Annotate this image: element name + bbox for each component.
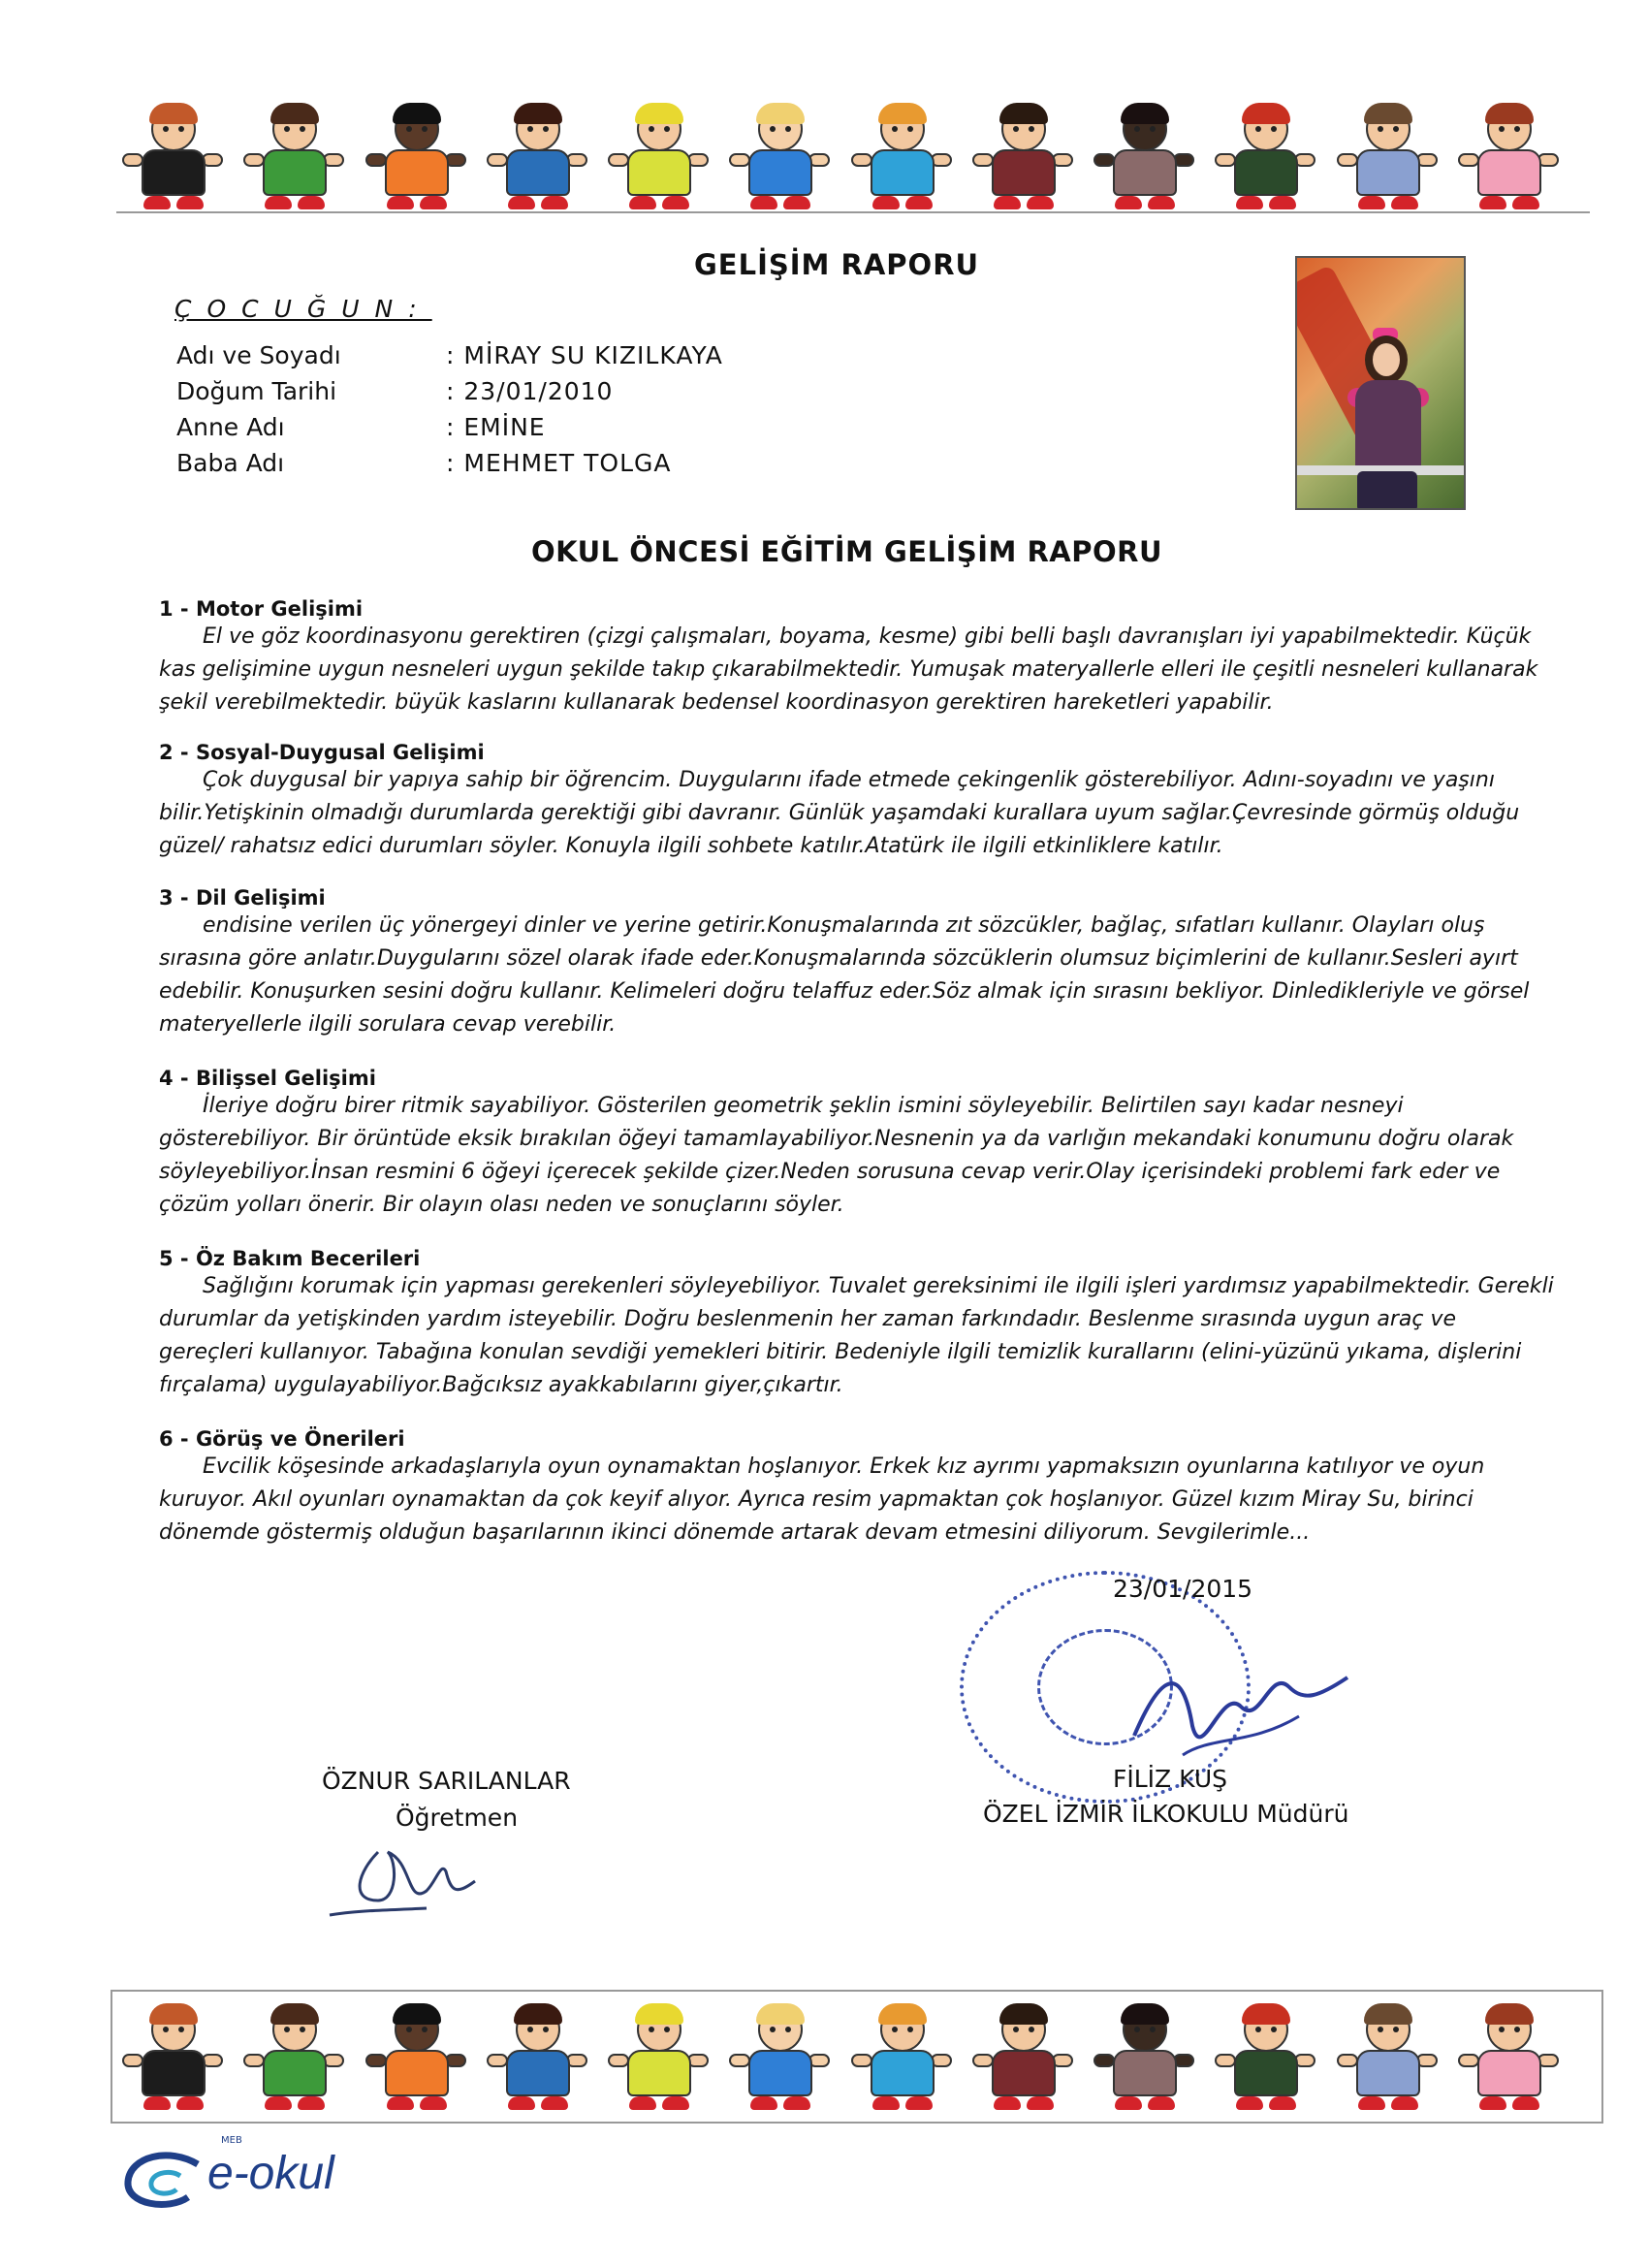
kid-arm (365, 2054, 387, 2067)
teacher-signature (320, 1823, 514, 1930)
eokul-swirl-icon (120, 2147, 207, 2215)
kid-foot (1358, 196, 1385, 209)
kid-body (1113, 2050, 1177, 2096)
kid-hair (1364, 2003, 1412, 2025)
kid-arm (1337, 153, 1358, 167)
kid-foot (905, 196, 933, 209)
kid-arm (1215, 2054, 1236, 2067)
kid-figure-icon (371, 2001, 460, 2116)
kid-hair (999, 2003, 1048, 2025)
child-heading: ÇOCUĞUN: (174, 295, 432, 323)
kid-figure-icon (857, 101, 946, 215)
kid-foot (420, 2096, 447, 2110)
kid-foot (387, 2096, 414, 2110)
kid-eye (1378, 2027, 1383, 2032)
photo-girl-legs (1357, 471, 1417, 510)
kid-eye (907, 2027, 913, 2032)
kid-figure-icon (249, 2001, 338, 2116)
kid-foot (662, 196, 689, 209)
kid-eye (892, 126, 898, 132)
kid-arm (243, 2054, 265, 2067)
section-4 (159, 1067, 1555, 1222)
kid-figure-icon (614, 2001, 703, 2116)
section-body: Çok duygusal bir yapıya sahip bir öğrencim. Duygularını ifade etmede çekingenlik gösterebiliyor. Adını-soyadını ve yaşını bilir.Yetişkinin olmadığı durumlarda gerektiği gibi davranır. Günlük yaşamdaki kurallara uyum sağlar.Çevresinde görmüş olduğu güzel/ rahatsız edici durumları söyler. Konuyla ilgili sohbete katılır.Atatürk ile ilgili etkinliklere katılır. (159, 768, 1520, 858)
child-info-row (176, 341, 723, 377)
kid-foot (143, 196, 171, 209)
kid-arm (729, 2054, 750, 2067)
kid-foot (1479, 196, 1506, 209)
kid-figure-icon (735, 101, 824, 215)
kid-arm (1093, 153, 1115, 167)
section-body: El ve göz koordinasyonu gerektiren (çizgi çalışmaları, boyama, kesme) gibi belli başlı davranışları iyi yapabilmektedir. Küçük kas gelişimine uygun nesneleri uygun şekilde takıp çıkarabilmektedir. Yumuşak materyallerle elleri ile çeşitli nesneleri kullanarak şekil verebilmektedir. büyük kaslarını kullanarak bedensel koordinasyon gerektiren hareketleri yapabilir. (159, 624, 1538, 715)
top-kids-border (128, 101, 1553, 215)
section-heading: 6 - Görüş ve Önerileri (159, 1427, 405, 1451)
report-subtitle: OKUL ÖNCESİ EĞİTİM GELİŞİM RAPORU (531, 535, 1163, 568)
child-info-value: : EMİNE (446, 413, 546, 441)
kid-arm (608, 2054, 629, 2067)
kid-body (506, 2050, 570, 2096)
kid-foot (387, 196, 414, 209)
kid-foot (176, 2096, 204, 2110)
kid-body (263, 2050, 327, 2096)
kid-body (992, 149, 1056, 196)
kid-foot (905, 2096, 933, 2110)
section-5 (159, 1247, 1555, 1402)
kid-body (385, 149, 449, 196)
kid-eye (1393, 126, 1399, 132)
kid-hair (635, 2003, 683, 2025)
kid-hair (393, 2003, 441, 2025)
kid-body (1234, 2050, 1298, 2096)
section-2 (159, 741, 1555, 863)
child-info-row (176, 377, 723, 413)
kid-eye (1514, 2027, 1520, 2032)
kid-figure-icon (735, 2001, 824, 2116)
kid-foot (298, 2096, 325, 2110)
kid-foot (176, 196, 204, 209)
kid-eye (163, 2027, 169, 2032)
kid-eye (1013, 2027, 1019, 2032)
kid-arm (1458, 2054, 1479, 2067)
kid-foot (629, 2096, 656, 2110)
child-info-label: Adı ve Soyadı (176, 341, 341, 369)
child-info-row (176, 413, 723, 449)
kid-figure-icon (492, 101, 582, 215)
kid-hair (149, 103, 198, 124)
section-heading: 1 - Motor Gelişimi (159, 597, 364, 621)
kid-foot (508, 196, 535, 209)
kid-arm (851, 153, 872, 167)
section-body: endisine verilen üç yönergeyi dinler ve yerine getirir.Konuşmalarında zıt sözcükler, bağlaç, sıfatları kullanır. Olayları oluş sırasına göre anlatır.Duygularını sözel olarak ifade eder.Konuşmalarında sözcüklerin olumsuz biçimlerini de kullanır.Sesleri ayırt edebilir. Konuşurken sesini doğru kullanır. Kelimeleri doğru telaffuz eder.Söz almak için sırasını bekliyor. Dinledikleriyle ve görsel materyellerle ilgili sorulara cevap verebilir. (159, 913, 1530, 1037)
kid-figure-icon (1099, 101, 1188, 215)
kid-foot (1236, 196, 1263, 209)
kid-arm (1337, 2054, 1358, 2067)
child-info-value: : MEHMET TOLGA (446, 449, 672, 477)
section-body: Evcilik köşesinde arkadaşlarıyla oyun oynamaktan hoşlanıyor. Erkek kız ayrımı yapmaksızın oyunlarına katılıyor ve oyun kuruyor. Akıl oyunları oynamaktan da çok keyif alıyor. Ayrıca resim yapmaktan çok hoşlanıyor. Güzel kızım Miray Su, birinci dönemde göstermiş olduğun başarılarının ikinci dönemde artarak devam etmesini diliyorum. Sevgilerimle... (159, 1454, 1485, 1545)
kid-eye (1029, 2027, 1034, 2032)
kid-foot (872, 2096, 900, 2110)
kid-hair (1121, 103, 1169, 124)
kid-eye (1514, 126, 1520, 132)
kid-arm (1215, 153, 1236, 167)
kid-hair (149, 2003, 198, 2025)
kid-body (1113, 149, 1177, 196)
kid-hair (635, 103, 683, 124)
section-6 (159, 1427, 1555, 1549)
section-heading: 2 - Sosyal-Duygusal Gelişimi (159, 741, 485, 764)
kid-hair (514, 2003, 562, 2025)
section-3 (159, 886, 1555, 1041)
kid-figure-icon (1343, 2001, 1432, 2116)
kid-foot (994, 2096, 1021, 2110)
kid-figure-icon (1464, 2001, 1553, 2116)
kid-eye (178, 126, 184, 132)
kid-eye (178, 2027, 184, 2032)
kid-foot (1512, 196, 1539, 209)
child-photo (1295, 256, 1466, 510)
kid-arm (243, 153, 265, 167)
kid-arm (487, 153, 508, 167)
child-info-label: Anne Adı (176, 413, 285, 441)
kid-hair (1485, 2003, 1534, 2025)
kid-body (1234, 149, 1298, 196)
kid-eye (543, 126, 549, 132)
kid-arm (122, 2054, 143, 2067)
kid-figure-icon (1099, 2001, 1188, 2116)
kid-body (1356, 2050, 1420, 2096)
kid-foot (662, 2096, 689, 2110)
kid-figure-icon (1343, 101, 1432, 215)
kid-foot (1115, 2096, 1142, 2110)
kid-foot (1236, 2096, 1263, 2110)
principal-title: ÖZEL İZMİR İLKOKULU Müdürü (983, 1800, 1349, 1828)
kid-arm (608, 153, 629, 167)
kid-figure-icon (249, 101, 338, 215)
child-info-label: Baba Adı (176, 449, 285, 477)
kid-figure-icon (371, 101, 460, 215)
kid-hair (756, 103, 805, 124)
bottom-kids-border (128, 2001, 1553, 2116)
kid-foot (783, 196, 810, 209)
kid-body (506, 149, 570, 196)
kid-body (871, 2050, 935, 2096)
kid-figure-icon (1464, 101, 1553, 215)
kid-hair (756, 2003, 805, 2025)
kid-arm (851, 2054, 872, 2067)
kid-eye (406, 2027, 412, 2032)
kid-foot (994, 196, 1021, 209)
kid-body (992, 2050, 1056, 2096)
eokul-logo (120, 2133, 372, 2220)
bottom-border-frame-right (1601, 1990, 1603, 2124)
kid-body (627, 2050, 691, 2096)
kid-hair (1242, 103, 1290, 124)
kid-arm (487, 2054, 508, 2067)
principal-signature (1125, 1648, 1357, 1774)
kid-body (1477, 2050, 1541, 2096)
kid-figure-icon (978, 101, 1067, 215)
kid-foot (872, 196, 900, 209)
kid-figure-icon (492, 2001, 582, 2116)
kid-eye (1013, 126, 1019, 132)
kid-body (748, 2050, 812, 2096)
kid-eye (163, 126, 169, 132)
bottom-border-frame-top (111, 1990, 1603, 1992)
kid-foot (1391, 196, 1418, 209)
kid-body (263, 149, 327, 196)
kid-eye (892, 2027, 898, 2032)
kid-foot (143, 2096, 171, 2110)
kid-hair (1242, 2003, 1290, 2025)
kid-arm (972, 153, 994, 167)
kid-hair (270, 2003, 319, 2025)
kid-eye (406, 126, 412, 132)
kid-arm (122, 153, 143, 167)
kid-hair (393, 103, 441, 124)
kid-foot (750, 2096, 777, 2110)
kid-eye (907, 126, 913, 132)
section-heading: 3 - Dil Gelişimi (159, 886, 326, 910)
teacher-title: Öğretmen (396, 1804, 519, 1832)
kid-foot (783, 2096, 810, 2110)
kid-arm (729, 153, 750, 167)
kid-eye (422, 126, 428, 132)
kid-body (142, 2050, 206, 2096)
kid-foot (508, 2096, 535, 2110)
kid-figure-icon (857, 2001, 946, 2116)
kid-hair (878, 103, 927, 124)
kid-eye (527, 2027, 533, 2032)
kid-foot (1027, 196, 1054, 209)
kid-hair (1364, 103, 1412, 124)
kid-body (1477, 149, 1541, 196)
eokul-logo-small: MEB (221, 2135, 242, 2146)
kid-foot (750, 196, 777, 209)
eokul-logo-text: e-okul (207, 2148, 334, 2199)
child-info-label: Doğum Tarihi (176, 377, 337, 405)
kid-figure-icon (614, 101, 703, 215)
kid-eye (1499, 2027, 1505, 2032)
kid-figure-icon (978, 2001, 1067, 2116)
kid-arm (972, 2054, 994, 2067)
kid-figure-icon (1220, 2001, 1310, 2116)
kid-body (142, 149, 206, 196)
kid-foot (1148, 196, 1175, 209)
section-1 (159, 597, 1555, 719)
kid-foot (1479, 2096, 1506, 2110)
kid-hair (270, 103, 319, 124)
section-body: İleriye doğru birer ritmik sayabiliyor. Gösterilen geometrik şeklin ismini söyleyebilir. Belirtilen sayı kadar nesneyi gösterebiliyor. Bir örüntüde eksik bırakılan öğeyi tamamlayabiliyor.Nesnenin ya da varlığın mekandaki konumunu doğru olarak söyleyebiliyor.İnsan resmini 6 öğeyi içerecek şekilde çizer.Neden sorusuna cevap verir.Olay içerisindeki problemi fark eder ve çözüm yolları önerir. Bir olayın olası neden ve sonuçlarını söyler. (159, 1094, 1514, 1217)
kid-foot (1358, 2096, 1385, 2110)
kid-figure-icon (1220, 101, 1310, 215)
kid-figure-icon (128, 101, 217, 215)
kid-foot (1269, 2096, 1296, 2110)
child-info (176, 341, 723, 485)
kid-foot (1269, 196, 1296, 209)
kid-hair (999, 103, 1048, 124)
section-heading: 5 - Öz Bakım Becerileri (159, 1247, 421, 1270)
kid-body (627, 149, 691, 196)
teacher-name: ÖZNUR SARILANLAR (322, 1767, 571, 1795)
section-heading: 4 - Bilişsel Gelişimi (159, 1067, 376, 1090)
principal-name: FİLİZ KUŞ (1113, 1765, 1228, 1793)
child-info-value: : MİRAY SU KIZILKAYA (446, 341, 723, 369)
kid-foot (1391, 2096, 1418, 2110)
kid-foot (265, 2096, 292, 2110)
kid-arm (1093, 2054, 1115, 2067)
kid-body (871, 149, 935, 196)
child-info-value: : 23/01/2010 (446, 377, 614, 405)
kid-foot (1115, 196, 1142, 209)
kid-figure-icon (128, 2001, 217, 2116)
kid-foot (629, 196, 656, 209)
kid-foot (541, 2096, 568, 2110)
kid-body (385, 2050, 449, 2096)
kid-foot (420, 196, 447, 209)
kid-eye (1029, 126, 1034, 132)
kid-eye (1393, 2027, 1399, 2032)
kid-arm (365, 153, 387, 167)
kid-hair (878, 2003, 927, 2025)
kid-eye (1378, 126, 1383, 132)
child-info-row (176, 449, 723, 485)
kid-body (1356, 149, 1420, 196)
kid-hair (1485, 103, 1534, 124)
report-date: 23/01/2015 (1113, 1575, 1253, 1603)
kid-eye (527, 126, 533, 132)
kid-foot (298, 196, 325, 209)
bottom-border-frame-left (111, 1990, 112, 2124)
kid-foot (1027, 2096, 1054, 2110)
kid-arm (1458, 153, 1479, 167)
photo-girl-head (1365, 335, 1408, 384)
kid-hair (514, 103, 562, 124)
kid-foot (1512, 2096, 1539, 2110)
photo-girl-dress (1355, 380, 1421, 473)
kid-foot (265, 196, 292, 209)
bottom-border-frame-bottom (111, 2122, 1603, 2124)
kid-eye (543, 2027, 549, 2032)
kid-foot (1148, 2096, 1175, 2110)
kid-hair (1121, 2003, 1169, 2025)
section-body: Sağlığını korumak için yapması gerekenleri söyleyebiliyor. Tuvalet gereksinimi ile ilgili işleri yardımsız yapabilmektedir. Gerekli durumlar da yetişkinden yardım isteyebilir. Doğru beslenmenin her zaman farkındadır. Beslenme sırasında uygun araç ve gereçleri kullanıyor. Tabağına konulan sevdiği yemekleri bitirir. Bedeniyle ilgili temizlik kurallarını (elini-yüzünü yıkama, dişlerini fırçalama) uygulayabiliyor.Bağcıksız ayakkabılarını giyer,çıkartır. (159, 1274, 1554, 1397)
kid-eye (422, 2027, 428, 2032)
report-title: GELİŞİM RAPORU (694, 248, 980, 281)
kid-body (748, 149, 812, 196)
kid-eye (1499, 126, 1505, 132)
kid-foot (541, 196, 568, 209)
